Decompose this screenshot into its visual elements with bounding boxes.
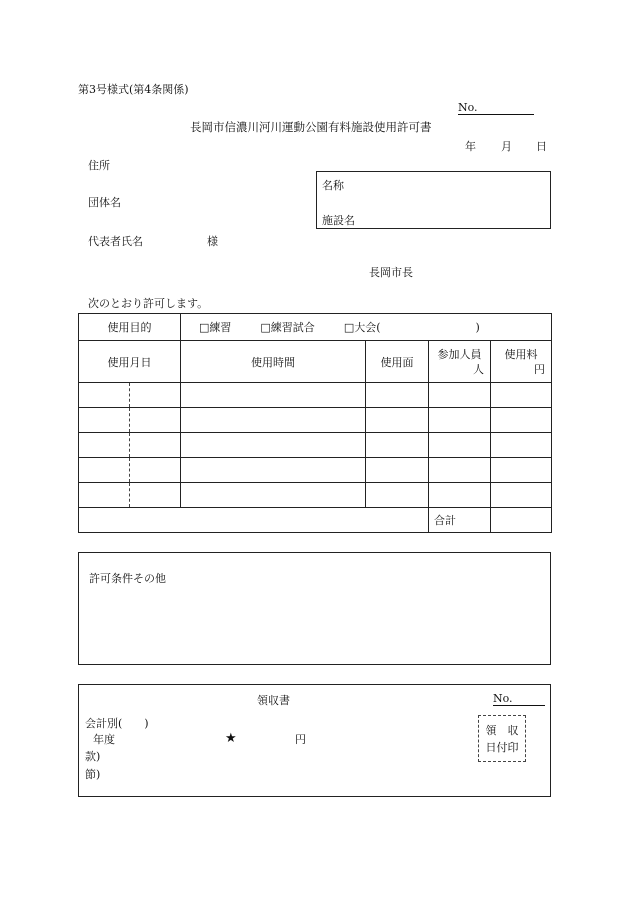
month-cell[interactable] bbox=[79, 408, 130, 433]
group-name-label: 団体名 bbox=[88, 196, 121, 209]
option-practice[interactable]: □練習 bbox=[199, 321, 232, 334]
table-row bbox=[79, 383, 552, 408]
time-cell[interactable] bbox=[181, 408, 366, 433]
day-cell[interactable] bbox=[130, 433, 181, 458]
area-cell[interactable] bbox=[366, 383, 429, 408]
header-participants bbox=[429, 341, 491, 383]
fee-cell[interactable] bbox=[491, 408, 552, 433]
form-number: 第3号様式(第4条関係) bbox=[78, 83, 189, 96]
table-row bbox=[79, 433, 552, 458]
day-cell[interactable] bbox=[130, 408, 181, 433]
month-cell[interactable] bbox=[79, 483, 130, 508]
intro-text: 次のとおり許可します。 bbox=[88, 297, 209, 310]
facility-name-label: 名称 bbox=[322, 179, 344, 192]
date-stamp-box bbox=[478, 715, 526, 762]
facility-box bbox=[316, 171, 551, 229]
header-area: 使用面 bbox=[366, 341, 429, 383]
usage-table bbox=[78, 313, 552, 533]
time-cell[interactable] bbox=[181, 433, 366, 458]
representative-label: 代表者氏名 bbox=[88, 235, 143, 248]
fee-label: 使用料 bbox=[504, 348, 538, 361]
purpose-label: 使用目的 bbox=[79, 314, 181, 341]
participants-cell[interactable] bbox=[429, 383, 491, 408]
table-row bbox=[79, 483, 552, 508]
date-month: 月 bbox=[501, 140, 512, 153]
conditions-box bbox=[78, 552, 551, 665]
area-cell[interactable] bbox=[366, 408, 429, 433]
participants-cell[interactable] bbox=[429, 458, 491, 483]
day-cell[interactable] bbox=[130, 458, 181, 483]
conditions-label: 許可条件その他 bbox=[89, 572, 166, 585]
table-row bbox=[79, 458, 552, 483]
purpose-row bbox=[79, 314, 552, 341]
date-day: 日 bbox=[536, 140, 547, 153]
participants-cell[interactable] bbox=[429, 408, 491, 433]
tournament-close-paren: ) bbox=[475, 321, 480, 334]
month-cell[interactable] bbox=[79, 383, 130, 408]
participants-label: 参加人員 bbox=[437, 348, 482, 361]
star-mark: ★ bbox=[225, 731, 237, 746]
honorific: 様 bbox=[207, 235, 218, 248]
header-date: 使用月日 bbox=[79, 341, 181, 383]
account-label: 会計別( ) bbox=[85, 717, 149, 730]
setsu-label: 節) bbox=[85, 768, 101, 781]
stamp-line-1: 領 収 bbox=[485, 724, 519, 737]
fee-unit: 円 bbox=[534, 363, 546, 376]
address-label: 住所 bbox=[88, 159, 110, 172]
option-tournament[interactable]: □大会( bbox=[343, 321, 381, 334]
issuer: 長岡市長 bbox=[369, 266, 413, 279]
time-cell[interactable] bbox=[181, 458, 366, 483]
receipt-title: 領収書 bbox=[257, 694, 290, 707]
time-cell[interactable] bbox=[181, 383, 366, 408]
total-row bbox=[79, 508, 552, 533]
document-title: 長岡市信濃川河川運動公園有料施設使用許可書 bbox=[190, 120, 432, 134]
participants-cell[interactable] bbox=[429, 483, 491, 508]
receipt-number-label: No. bbox=[493, 692, 545, 706]
fiscal-year-label: 年度 bbox=[93, 733, 115, 746]
kan-label: 款) bbox=[85, 750, 101, 763]
month-cell[interactable] bbox=[79, 433, 130, 458]
date-year: 年 bbox=[465, 140, 476, 153]
area-cell[interactable] bbox=[366, 458, 429, 483]
area-cell[interactable] bbox=[366, 483, 429, 508]
stamp-line-2: 日付印 bbox=[485, 741, 519, 754]
fee-cell[interactable] bbox=[491, 483, 552, 508]
header-fee bbox=[491, 341, 552, 383]
total-label: 合計 bbox=[429, 508, 491, 533]
fee-cell[interactable] bbox=[491, 383, 552, 408]
day-cell[interactable] bbox=[130, 383, 181, 408]
option-practice-match[interactable]: □練習試合 bbox=[260, 321, 315, 334]
time-cell[interactable] bbox=[181, 483, 366, 508]
participants-cell[interactable] bbox=[429, 433, 491, 458]
yen-label: 円 bbox=[295, 733, 306, 746]
header-row bbox=[79, 341, 552, 383]
fee-cell[interactable] bbox=[491, 458, 552, 483]
purpose-options bbox=[181, 314, 552, 341]
fee-cell[interactable] bbox=[491, 433, 552, 458]
permit-number-label: No. bbox=[458, 101, 534, 115]
total-spacer bbox=[79, 508, 429, 533]
day-cell[interactable] bbox=[130, 483, 181, 508]
participants-unit: 人 bbox=[473, 363, 484, 376]
facility-label: 施設名 bbox=[322, 214, 355, 227]
month-cell[interactable] bbox=[79, 458, 130, 483]
area-cell[interactable] bbox=[366, 433, 429, 458]
table-row bbox=[79, 408, 552, 433]
total-value-cell[interactable] bbox=[491, 508, 552, 533]
header-time: 使用時間 bbox=[181, 341, 366, 383]
